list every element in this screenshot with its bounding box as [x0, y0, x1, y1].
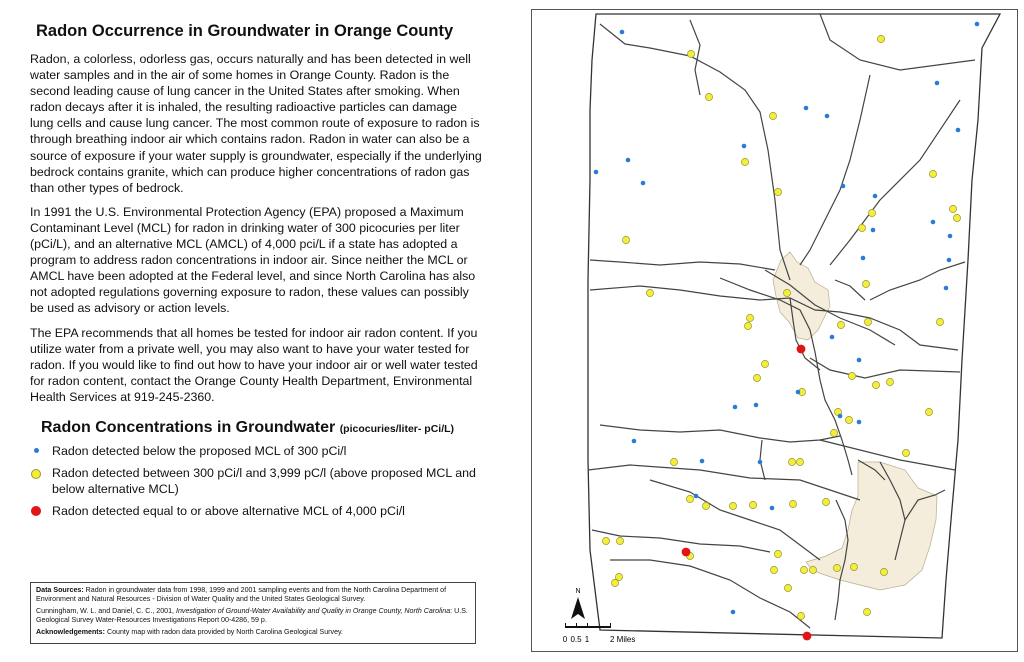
blue-sample-point — [857, 420, 862, 425]
blue-sample-point — [857, 358, 862, 363]
yellow-sample-point — [953, 214, 960, 221]
yellow-sample-point — [877, 35, 884, 42]
yellow-sample-point — [749, 501, 756, 508]
legend-label-red: Radon detected equal to or above alternative MCL of 4,000 pCi/l — [52, 503, 405, 518]
north-arrow-icon — [571, 588, 585, 619]
yellow-sample-point — [868, 209, 875, 216]
blue-sample-point — [861, 256, 866, 261]
scale-bar — [563, 623, 636, 644]
yellow-sample-point — [850, 563, 857, 570]
blue-sample-point — [770, 506, 775, 511]
blue-sample-point — [825, 114, 830, 119]
concentrations-unit: (picocuries/liter- pCi/L) — [339, 422, 455, 435]
yellow-sample-point — [845, 416, 852, 423]
yellow-sample-point — [809, 566, 816, 573]
acknowledgements-label: Acknowledgements: — [36, 628, 105, 636]
blue-sample-point — [733, 405, 738, 410]
yellow-sample-point — [788, 458, 795, 465]
yellow-sample-point — [858, 224, 865, 231]
yellow-sample-point — [936, 318, 943, 325]
yellow-sample-point — [864, 318, 871, 325]
scale-tick-1: 1 — [584, 635, 590, 644]
blue-sample-point — [830, 335, 835, 340]
yellow-sample-point — [686, 495, 693, 502]
blue-sample-point — [641, 181, 646, 186]
yellow-sample-point — [784, 584, 791, 591]
red-sample-point — [797, 345, 806, 354]
blue-sample-point — [944, 286, 949, 291]
blue-sample-point — [620, 30, 625, 35]
testing-paragraph: The EPA recommends that all homes be tested for indoor air radon content. If you utilize water from a private well, you may also want to have your water tested for radon. If you would like to find out how to have your indoor air or well water tested for radon content, contact the Orange County Health Department, Environmental Health Services at 919-245-2360. — [30, 325, 478, 404]
yellow-sample-point — [646, 289, 653, 296]
blue-sample-point — [754, 403, 759, 408]
yellow-sample-point — [830, 429, 837, 436]
blue-sample-point — [838, 414, 843, 419]
blue-sample-point — [804, 106, 809, 111]
blue-sample-point — [594, 170, 599, 175]
yellow-sample-point — [902, 449, 909, 456]
blue-sample-point — [947, 258, 952, 263]
yellow-sample-point — [744, 322, 751, 329]
urban-area-north — [773, 252, 830, 340]
yellow-sample-point — [622, 236, 629, 243]
legend-label-blue: Radon detected below the proposed MCL of 300 pCi/l — [52, 443, 347, 458]
blue-sample-point — [731, 610, 736, 615]
yellow-sample-point — [741, 158, 748, 165]
yellow-sample-point — [925, 408, 932, 415]
yellow-sample-point — [872, 381, 879, 388]
red-sample-point — [682, 548, 691, 557]
scale-tick-0-5: 0.5 — [570, 635, 582, 644]
blue-sample-point — [935, 81, 940, 86]
citation-rest: : U.S. Geological Survey Water-Resources Investigations Report 00-4286, 59 p. — [36, 607, 468, 624]
yellow-sample-point — [705, 93, 712, 100]
epa-mcl-paragraph: In 1991 the U.S. Environmental Protection Agency (EPA) proposed a Maximum Contaminant Level (MCL) for radon in drinking water of 300 picocuries per liter (pCi/L), and an alternative MCL (AMCL) of 4,000 pci/L if a state has adopted a program to address radon concentrations in indoor air. Since neither the MCL or AMCL have been adopted at the Federal level, and since North Carolina has also not adopted regulations governing exposure to radon, these values can possibly be used as advisory or action levels. — [30, 204, 476, 316]
yellow-sample-point — [770, 566, 777, 573]
legend-label-yellow: Radon detected between 300 pCi/l and 3,999 pC/l (above proposed MCL and below alternative MCL) — [52, 465, 476, 496]
intro-paragraph: Radon, a colorless, odorless gas, occurs naturally and has been detected in well water samples and in the air of some homes in Orange County. Radon is the second leading cause of lung cancer in the United States after smoking. When radon decays after it is inhaled, the resulting radioactive particles can damage lung cells and cause lung cancer. The most common route of exposure to radon is through breathing indoor air which contains radon. Radon in water can also be a source of exposure if your water supply is groundwater, especially if the underlying bedrock contains granite, which can produce higher concentrations of radon gas than other types of bedrock. — [30, 52, 482, 195]
blue-sample-point — [841, 184, 846, 189]
yellow-sample-point — [774, 188, 781, 195]
blue-sample-point — [873, 194, 878, 199]
yellow-sample-point — [687, 50, 694, 57]
yellow-sample-point — [862, 280, 869, 287]
page-title: Radon Occurrence in Groundwater in Orange County — [36, 22, 454, 40]
yellow-sample-point — [729, 502, 736, 509]
blue-sample-point — [742, 144, 747, 149]
yellow-sample-point — [783, 289, 790, 296]
blue-sample-point — [700, 459, 705, 464]
yellow-sample-point — [670, 458, 677, 465]
yellow-sample-point — [797, 612, 804, 619]
north-label: N — [575, 588, 581, 595]
yellow-sample-point — [848, 372, 855, 379]
citation-title: Investigation of Ground-Water Availability and Quality in Orange County, North Carolina — [175, 607, 451, 615]
blue-sample-point — [931, 220, 936, 225]
yellow-sample-point — [949, 205, 956, 212]
blue-sample-point — [871, 228, 876, 233]
yellow-sample-point — [822, 498, 829, 505]
yellow-sample-point — [929, 170, 936, 177]
data-sources-text: Radon in groundwater data from 1998, 1999 and 2001 sampling events and from the North Carolina Department of Environment and Natural Resources - Division of Water Quality and the United States Geological Survey. — [36, 586, 447, 603]
citation-authors: Cunningham, W. L. and Daniel, C. C., 2001, — [36, 607, 176, 615]
urban-area-south — [806, 462, 937, 590]
yellow-sample-point — [611, 579, 618, 586]
scale-tick-0: 0 — [562, 635, 568, 644]
yellow-sample-point — [746, 314, 753, 321]
blue-sample-point — [758, 460, 763, 465]
yellow-sample-point — [880, 568, 887, 575]
acknowledgements-text: County map with radon data provided by North Carolina Geological Survey. — [104, 628, 344, 636]
yellow-sample-point — [602, 537, 609, 544]
blue-sample-point — [632, 439, 637, 444]
data-sources-label: Data Sources: — [36, 586, 84, 594]
yellow-sample-point — [837, 321, 844, 328]
yellow-sample-point — [886, 378, 893, 385]
blue-sample-point — [956, 128, 961, 133]
blue-sample-point — [796, 390, 801, 395]
concentrations-title: Radon Concentrations in Groundwater — [41, 418, 336, 436]
yellow-sample-point — [616, 537, 623, 544]
yellow-sample-point — [702, 502, 709, 509]
yellow-sample-point — [800, 566, 807, 573]
red-sample-point — [803, 632, 812, 641]
yellow-sample-point — [769, 112, 776, 119]
yellow-sample-point — [833, 564, 840, 571]
yellow-sample-point — [796, 458, 803, 465]
blue-sample-point — [694, 494, 699, 499]
blue-sample-point — [975, 22, 980, 27]
blue-sample-point — [948, 234, 953, 239]
yellow-sample-point — [863, 608, 870, 615]
blue-sample-point — [626, 158, 631, 163]
yellow-sample-point — [753, 374, 760, 381]
yellow-sample-point — [789, 500, 796, 507]
yellow-sample-point — [774, 550, 781, 557]
yellow-sample-point — [761, 360, 768, 367]
scale-tick-2-miles: 2 Miles — [610, 635, 636, 644]
